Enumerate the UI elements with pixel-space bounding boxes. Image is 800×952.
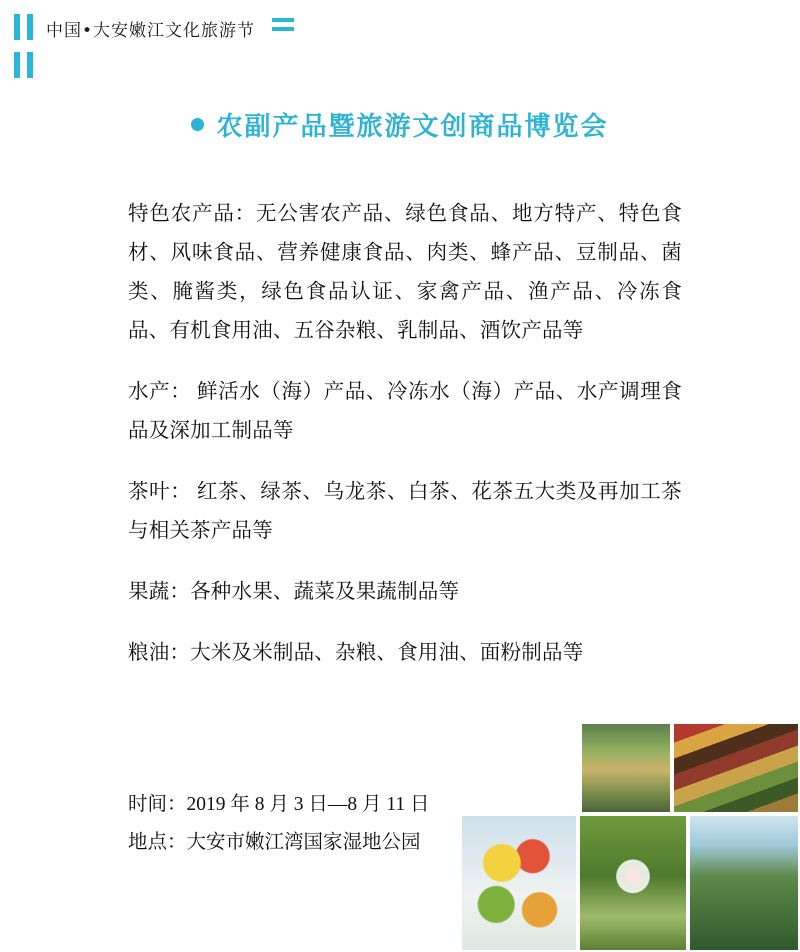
paragraph-grain-oil: 粮油：大米及米制品、杂粮、食用油、面粉制品等 <box>128 642 584 664</box>
event-place: 地点：大安市嫩江湾国家湿地公园 <box>128 832 421 853</box>
market-stalls-photo <box>580 722 672 814</box>
grains-and-beans-photo <box>672 722 800 814</box>
palm-trees-photo <box>688 814 800 952</box>
vertical-bars-icon <box>14 14 40 80</box>
dot-bullet-icon <box>191 118 204 131</box>
paragraph-fruits-vegetables: 果蔬：各种水果、蔬菜及果蔬制品等 <box>128 581 460 603</box>
equal-bars-icon <box>272 18 294 38</box>
content-body <box>0 143 800 673</box>
section-title <box>0 106 800 143</box>
paragraph-agricultural-products: 特色农产品：无公害农产品、绿色食品、地方特产、特色食材、风味食品、营养健康食品、肉类、蜂产品、豆制品、菌类、腌酱类，绿色食品认证、家禽产品、渔产品、冷冻食品、有机食用油、五谷杂粮、乳制品、酒饮产品等 <box>128 203 682 342</box>
garden-display-photo <box>578 814 688 952</box>
fruit-platter-photo <box>460 814 578 952</box>
photo-collage <box>460 722 800 952</box>
paragraph-aquatic-products: 水产： 鲜活水（海）产品、冷冻水（海）产品、水产调理食品及深加工制品等 <box>128 381 682 442</box>
event-meta <box>128 786 430 862</box>
page-header <box>0 0 800 92</box>
event-time: 时间：2019 年 8 月 3 日—8 月 11 日 <box>128 794 430 815</box>
section-title-text: 农副产品暨旅游文创商品博览会 <box>216 112 609 142</box>
paragraph-tea: 茶叶： 红茶、绿茶、乌龙茶、白茶、花茶五大类及再加工茶与相关茶产品等 <box>128 481 682 542</box>
festival-title: 中国•大安嫩江文化旅游节 <box>46 21 256 41</box>
